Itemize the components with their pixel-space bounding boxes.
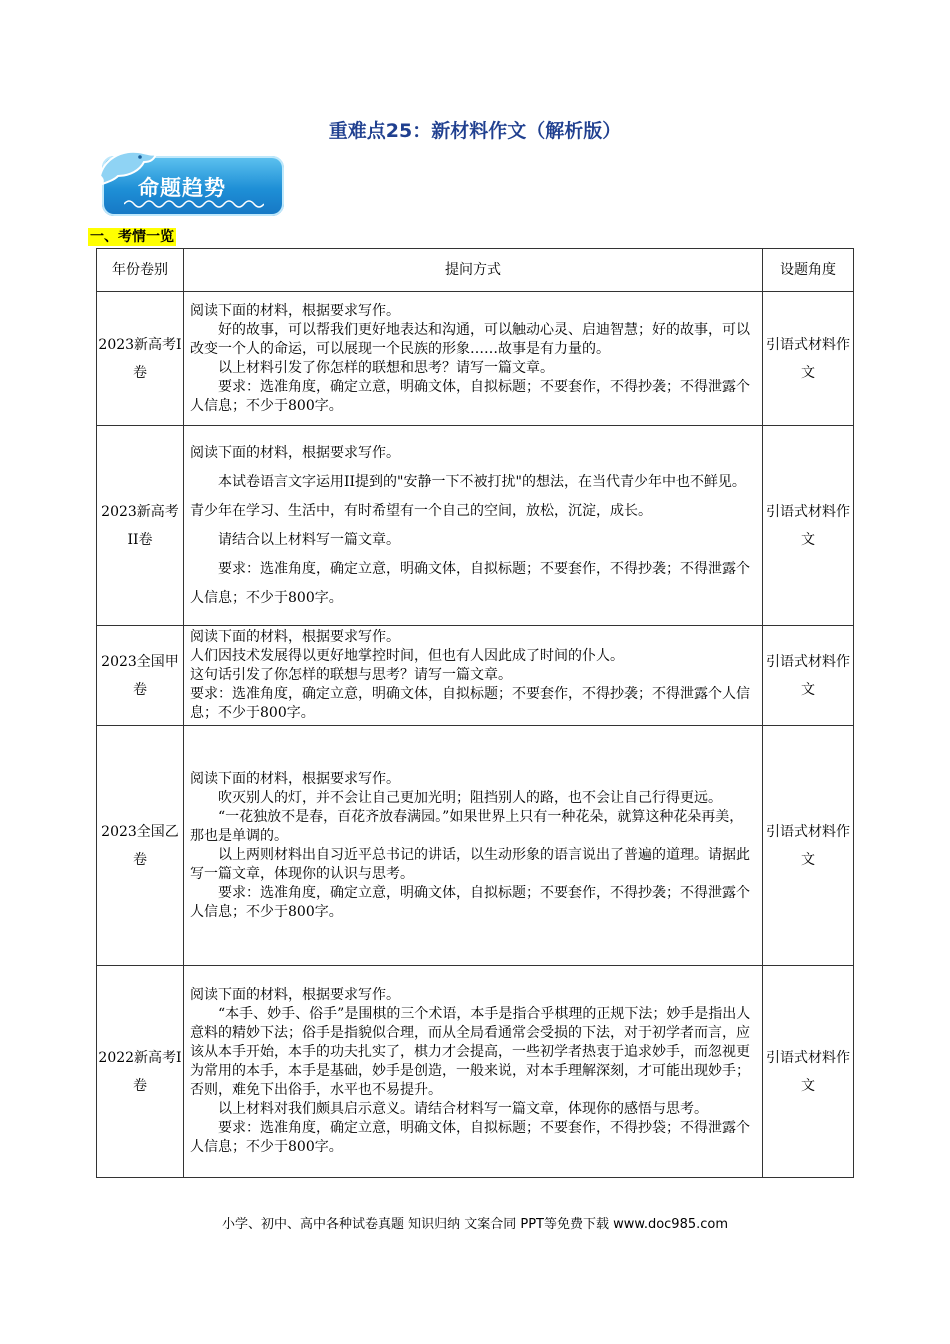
table-header-row — [97, 249, 854, 292]
question-line: 请结合以上材料写一篇文章。 — [218, 531, 400, 548]
table-row — [97, 626, 854, 726]
year-cell: 2023全国甲卷 — [97, 626, 184, 726]
question-line: 人们因技术发展得以更好地掌控时间，但也有人因此成了时间的仆人。 — [190, 648, 624, 664]
question-line: 阅读下面的材料，根据要求写作。 — [190, 302, 400, 319]
question-line: 以上材料对我们颇具启示意义。请结合材料写一篇文章，体现你的感悟与思考。 — [218, 1101, 708, 1117]
question-line: 好的故事，可以帮我们更好地表达和沟通，可以触动心灵、启迪智慧；好的故事，可以改变一个人的命运，可以展现一个民族的形象……故事是有力量的。 — [190, 321, 750, 357]
header-question: 提问方式 — [184, 249, 763, 292]
question-line: 要求：选准角度，确定立意，明确文体，自拟标题；不要套作，不得抄袭；不得泄露个人信息；不少于800字。 — [190, 884, 750, 920]
question-line: 要求：选准角度，确定立意，明确文体，自拟标题；不要套作，不得抄袭；不得泄露个人信息；不少于800字。 — [190, 378, 750, 414]
exam-table — [96, 248, 854, 1178]
section-heading — [88, 226, 176, 246]
header-year: 年份卷别 — [97, 249, 184, 292]
question-line: 以上材料引发了你怎样的联想和思考？请写一篇文章。 — [218, 359, 554, 376]
question-cell — [184, 626, 763, 726]
year-cell: 2023新高考II卷 — [97, 426, 184, 626]
question-line: 本试卷语言文字运用II提到的"安静一下不被打扰"的想法，在当代青少年中也不鲜见。青少年在学习、生活中，有时希望有一个自己的空间，放松，沉淀，成长。 — [190, 473, 746, 519]
question-line: 吹灭别人的灯，并不会让自己更加光明；阻挡别人的路，也不会让自己行得更远。 — [218, 789, 722, 806]
year-cell: 2023全国乙卷 — [97, 726, 184, 966]
question-line: “一花独放不是春，百花齐放春满园。”如果世界上只有一种花朵，就算这种花朵再美，那也是单调的。 — [190, 808, 744, 844]
question-cell — [184, 966, 763, 1178]
angle-cell: 引语式材料作文 — [763, 292, 854, 426]
question-line: 以上两则材料出自习近平总书记的讲话，以生动形象的语言说出了普遍的道理。请据此写一篇文章，体现你的认识与思考。 — [190, 846, 750, 882]
table-row — [97, 292, 854, 426]
table-row — [97, 426, 854, 626]
year-cell: 2023新高考I卷 — [97, 292, 184, 426]
question-line: 这句话引发了你怎样的联想与思考？请写一篇文章。 — [190, 667, 512, 683]
question-line: 要求：选准角度，确定立意，明确文体，自拟标题；不要套作，不得抄袭；不得泄露个人信息；不少于800字。 — [190, 560, 750, 606]
question-cell — [184, 726, 763, 966]
question-line: 阅读下面的材料，根据要求写作。 — [190, 770, 400, 787]
header-angle: 设题角度 — [763, 249, 854, 292]
table-row — [97, 966, 854, 1178]
page-title: 重难点25：新材料作文（解析版） — [328, 120, 622, 142]
angle-cell: 引语式材料作文 — [763, 726, 854, 966]
angle-cell: 引语式材料作文 — [763, 966, 854, 1178]
page-footer: 小学、初中、高中各种试卷真题 知识归纳 文案合同 PPT等免费下载 www.doc985.com — [221, 1217, 729, 1232]
wave-decoration — [124, 198, 264, 210]
angle-cell: 引语式材料作文 — [763, 626, 854, 726]
table-row — [97, 726, 854, 966]
section-banner — [94, 142, 288, 220]
angle-cell: 引语式材料作文 — [763, 426, 854, 626]
question-cell — [184, 426, 763, 626]
section-heading-text: 一、考情一览 — [90, 229, 174, 245]
banner-label: 命题趋势 — [138, 176, 226, 200]
question-line: 阅读下面的材料，根据要求写作。 — [190, 629, 400, 645]
question-line: 要求：选准角度，确定立意，明确文体，自拟标题；不要套作，不得抄袋；不得泄露个人信息；不少于800字。 — [190, 1120, 750, 1155]
question-line: “本手、妙手、俗手”是围棋的三个术语，本手是指合乎棋理的正规下法；妙手是指出人意料的精妙下法；俗手是指貌似合理，而从全局看通常会受损的下法，对于初学者而言，应该从本手开始，本手的功夫扎实了，棋力才会提高，一些初学者热衷于追求妙手，而忽视更为常用的本手，本手是基础，妙手是创造，一般来说，对本手理解深刻，才可能出现妙手；否则，难免下出俗手，水平也不易提升。 — [190, 1006, 751, 1098]
question-cell — [184, 292, 763, 426]
question-line: 要求：选准角度，确定立意，明确文体，自拟标题；不要套作，不得抄袭；不得泄露个人信息；不少于800字。 — [190, 686, 750, 721]
year-cell: 2022新高考I卷 — [97, 966, 184, 1178]
question-line: 阅读下面的材料，根据要求写作。 — [190, 987, 400, 1003]
question-line: 阅读下面的材料，根据要求写作。 — [190, 444, 400, 461]
